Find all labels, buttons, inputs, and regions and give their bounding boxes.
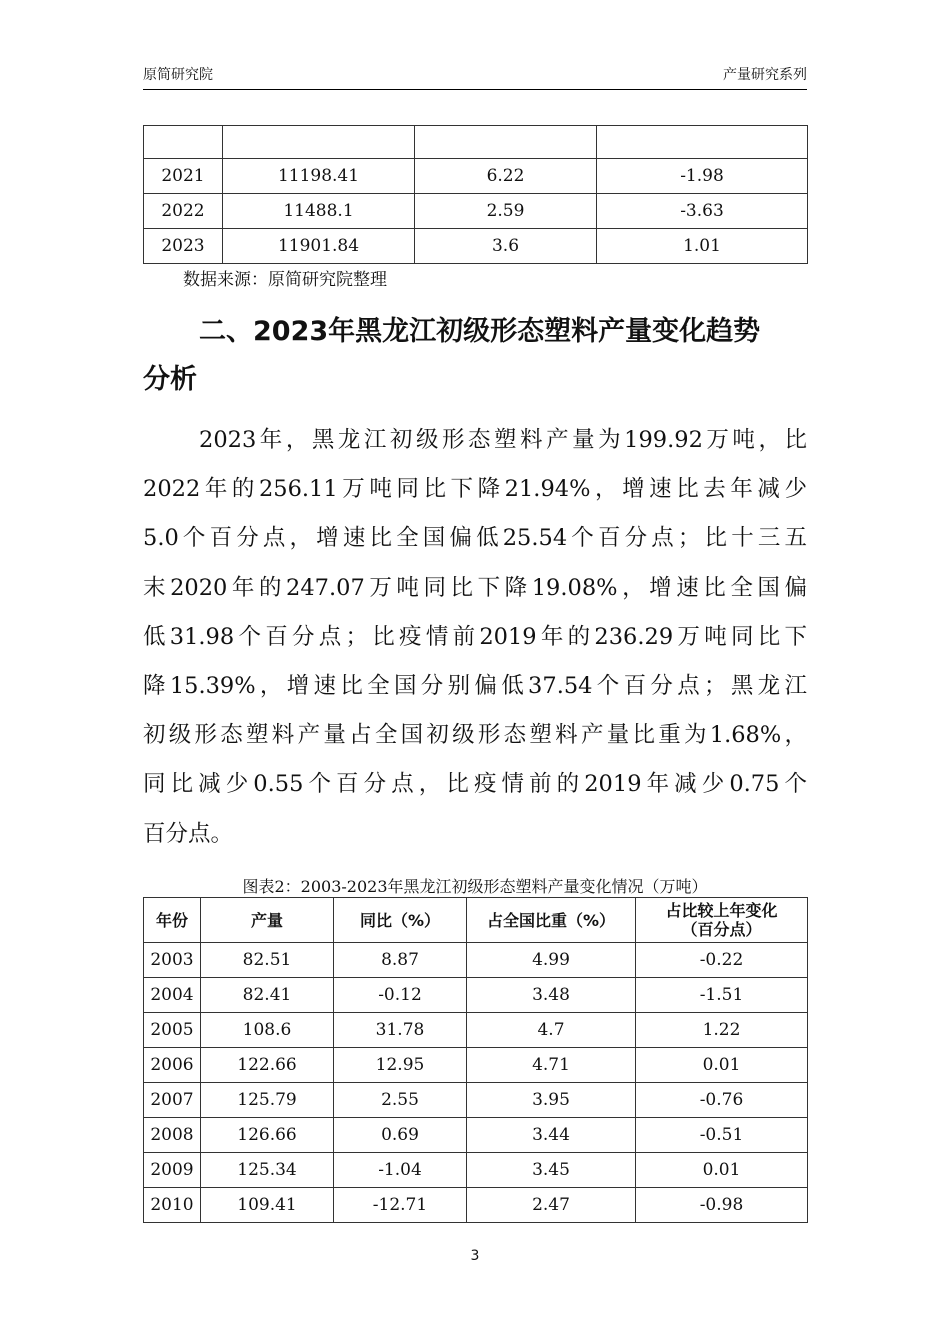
table-cell: 11488.1 bbox=[223, 194, 415, 229]
page-number: 3 bbox=[470, 1248, 480, 1264]
paragraph-line: 末2020年的247.07万吨同比下降19.08%，增速比全国偏 bbox=[143, 574, 807, 601]
table-cell: 1.22 bbox=[636, 1013, 808, 1048]
table-cell: 4.99 bbox=[467, 943, 636, 978]
table-cell: 2008 bbox=[144, 1118, 201, 1153]
table-cell: 2.59 bbox=[415, 194, 597, 229]
table-cell: -1.98 bbox=[597, 159, 808, 194]
table-2 bbox=[143, 897, 808, 1223]
column-header: 占全国比重（%） bbox=[467, 898, 636, 943]
table-cell: -1.51 bbox=[636, 978, 808, 1013]
table-row bbox=[144, 943, 808, 978]
paragraph-line: 降15.39%，增速比全国分别偏低37.54个百分点；黑龙江 bbox=[143, 673, 807, 700]
table-cell: 3.95 bbox=[467, 1083, 636, 1118]
table-cell: 8.87 bbox=[334, 943, 467, 978]
table-cell: 2007 bbox=[144, 1083, 201, 1118]
table-cell: 2010 bbox=[144, 1188, 201, 1223]
table-cell: 4.7 bbox=[467, 1013, 636, 1048]
table-row bbox=[144, 1013, 808, 1048]
table-cell: 2004 bbox=[144, 978, 201, 1013]
paragraph-line: 2023年，黑龙江初级形态塑料产量为199.92万吨，比 bbox=[199, 427, 807, 453]
table-cell: 2009 bbox=[144, 1153, 201, 1188]
table-cell: 2.47 bbox=[467, 1188, 636, 1223]
table-row bbox=[144, 1048, 808, 1083]
table-cell: 1.01 bbox=[597, 229, 808, 264]
paragraph-line: 低31.98个百分点；比疫情前2019年的236.29万吨同比下 bbox=[143, 623, 807, 650]
table-cell: 2005 bbox=[144, 1013, 201, 1048]
table-row bbox=[144, 126, 808, 159]
table-row bbox=[144, 978, 808, 1013]
table-row bbox=[144, 1118, 808, 1153]
table-caption: 图表2：2003-2023年黑龙江初级形态塑料产量变化情况（万吨） bbox=[242, 877, 708, 896]
table-cell: 125.79 bbox=[201, 1083, 334, 1118]
header-left: 原简研究院 bbox=[143, 67, 213, 83]
heading-line: 分析 bbox=[143, 364, 197, 395]
table-cell: 2022 bbox=[144, 194, 223, 229]
column-header: 占比较上年变化 （百分点） bbox=[636, 898, 808, 943]
paragraph-line: 2022年的256.11万吨同比下降21.94%，增速比去年减少 bbox=[143, 476, 807, 503]
data-source: 数据来源：原简研究院整理 bbox=[183, 270, 387, 290]
table-cell: 3.45 bbox=[467, 1153, 636, 1188]
table-cell: 11198.41 bbox=[223, 159, 415, 194]
column-header: 产量 bbox=[201, 898, 334, 943]
table-cell: -0.76 bbox=[636, 1083, 808, 1118]
table-cell: 2003 bbox=[144, 943, 201, 978]
table-cell: 3.44 bbox=[467, 1118, 636, 1153]
table-cell: 6.22 bbox=[415, 159, 597, 194]
table-cell: -0.12 bbox=[334, 978, 467, 1013]
heading-line: 二、2023年黑龙江初级形态塑料产量变化趋势 bbox=[199, 316, 761, 347]
table-cell: 3.6 bbox=[415, 229, 597, 264]
header-divider bbox=[143, 89, 807, 90]
table-cell: 108.6 bbox=[201, 1013, 334, 1048]
table-cell: 11901.84 bbox=[223, 229, 415, 264]
table-cell: 126.66 bbox=[201, 1118, 334, 1153]
table-cell: 2.55 bbox=[334, 1083, 467, 1118]
table-cell: 82.51 bbox=[201, 943, 334, 978]
table-1 bbox=[143, 125, 808, 264]
table-cell: 125.34 bbox=[201, 1153, 334, 1188]
table-cell: -3.63 bbox=[597, 194, 808, 229]
table-row bbox=[144, 194, 808, 229]
table-cell: 12.95 bbox=[334, 1048, 467, 1083]
paragraph-line: 初级形态塑料产量占全国初级形态塑料产量比重为1.68%， bbox=[143, 722, 807, 749]
table-cell: 0.01 bbox=[636, 1153, 808, 1188]
column-header: 年份 bbox=[144, 898, 201, 943]
section-heading bbox=[143, 308, 807, 404]
table-cell: -1.04 bbox=[334, 1153, 467, 1188]
table-cell: -12.71 bbox=[334, 1188, 467, 1223]
table-cell: 82.41 bbox=[201, 978, 334, 1013]
table-cell: 0.69 bbox=[334, 1118, 467, 1153]
body-paragraph bbox=[143, 416, 807, 859]
table-row bbox=[144, 1153, 808, 1188]
table-cell: 0.01 bbox=[636, 1048, 808, 1083]
table-cell: -0.98 bbox=[636, 1188, 808, 1223]
table-cell: 3.48 bbox=[467, 978, 636, 1013]
table-row bbox=[144, 1188, 808, 1223]
table-cell: 2006 bbox=[144, 1048, 201, 1083]
column-header: 同比（%） bbox=[334, 898, 467, 943]
table-cell: -0.51 bbox=[636, 1118, 808, 1153]
table-cell: 31.78 bbox=[334, 1013, 467, 1048]
table-cell: 109.41 bbox=[201, 1188, 334, 1223]
table-cell: 2021 bbox=[144, 159, 223, 194]
table-row bbox=[144, 229, 808, 264]
paragraph-line: 百分点。 bbox=[143, 820, 234, 847]
header-right: 产量研究系列 bbox=[723, 67, 807, 83]
table-cell: -0.22 bbox=[636, 943, 808, 978]
table-cell: 2023 bbox=[144, 229, 223, 264]
table-header-row bbox=[144, 898, 808, 943]
table-row bbox=[144, 159, 808, 194]
table-cell: 4.71 bbox=[467, 1048, 636, 1083]
table-row bbox=[144, 1083, 808, 1118]
table-cell: 122.66 bbox=[201, 1048, 334, 1083]
paragraph-line: 同比减少0.55个百分点，比疫情前的2019年减少0.75个 bbox=[143, 771, 807, 798]
paragraph-line: 5.0个百分点，增速比全国偏低25.54个百分点；比十三五 bbox=[143, 525, 807, 552]
